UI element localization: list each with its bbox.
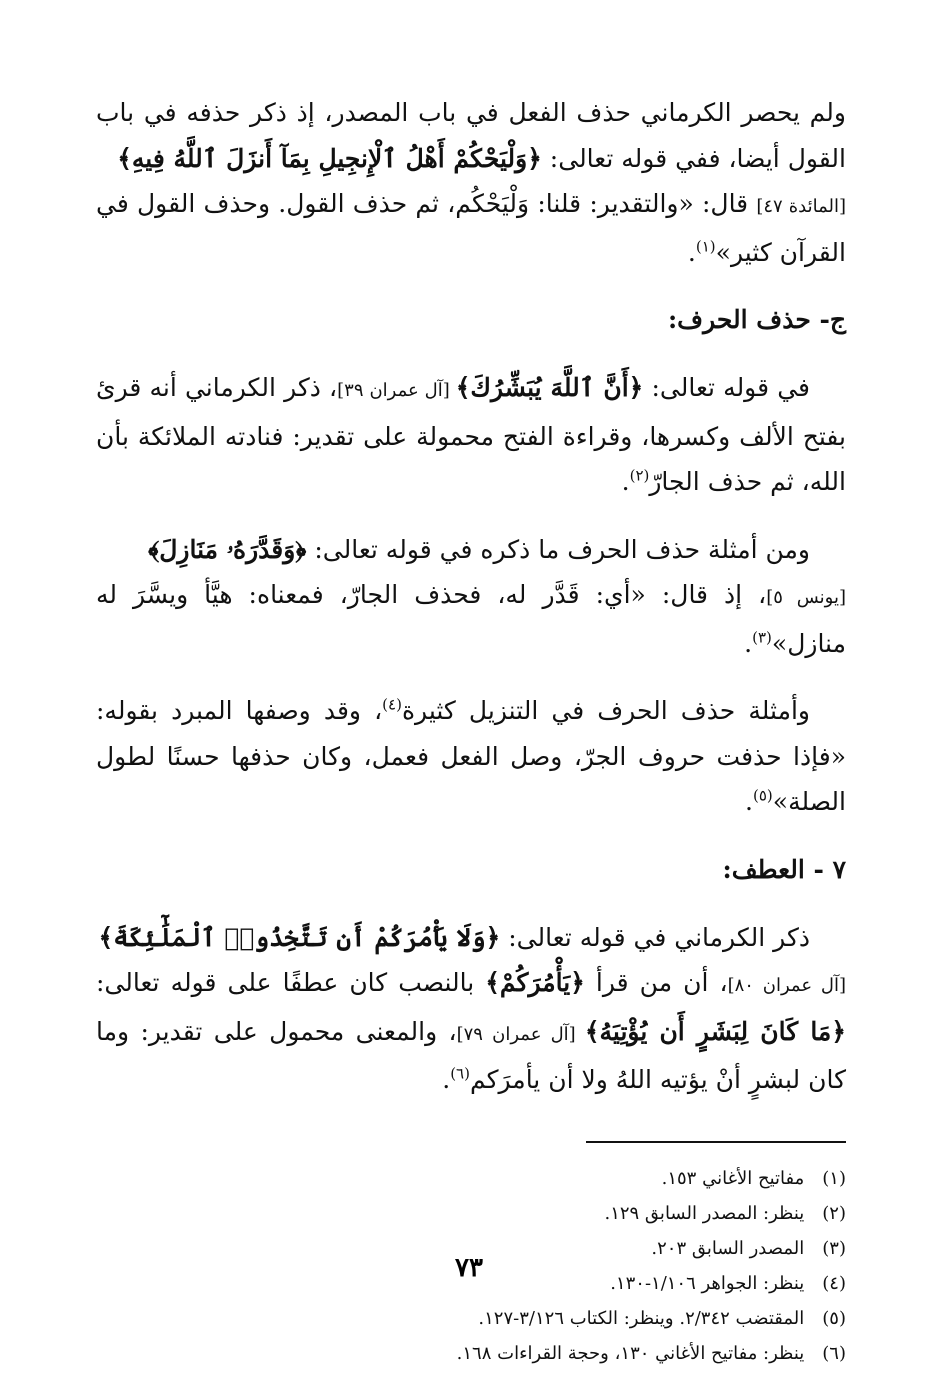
spacer	[96, 505, 846, 527]
footnote-number: (٦)	[822, 1342, 846, 1364]
paragraph-letter-omission	[96, 365, 846, 505]
footnote-number: (٥)	[822, 1307, 846, 1329]
paragraph-end: .	[442, 1065, 451, 1094]
paragraph-end: .	[744, 628, 753, 658]
footnote-number: (٤)	[822, 1272, 846, 1294]
footnote-number: (١)	[822, 1167, 846, 1189]
paragraph-text: ، ذكر الكرماني أنه قرئ بفتح الألف وكسرها، وقراءة الفتح محمولة على تقدير: فنادته الملائكة بأن الله، ثم حذف الجارّ	[96, 373, 846, 496]
footnote-marker[interactable]: (٤)	[382, 695, 402, 714]
paragraph-text: ومن أمثلة حذف الحرف ما ذكره في قوله تعالى:	[306, 534, 810, 564]
paragraph-conjunction	[96, 915, 846, 1103]
footnote-divider	[586, 1141, 846, 1143]
footnote-item	[96, 1161, 846, 1196]
spacer	[96, 893, 846, 915]
spacer	[96, 343, 846, 365]
paragraph-mubarrad	[96, 688, 846, 825]
quran-verse: ﴿مَا كَانَ لِبَشَرٍ أَن يُؤْتِيَهُ﴾	[584, 1016, 846, 1046]
footnote-item	[96, 1336, 846, 1371]
footnote-text: ينظر: المصدر السابق ١٢٩.	[604, 1202, 805, 1224]
page-number: ٧٣	[455, 1253, 483, 1283]
footnote-marker[interactable]: (٣)	[752, 628, 772, 647]
paragraph-text: ، وقد وصفها المبرد بقوله: «فإذا حذفت حروف الجرّ، وصل الفعل فعمل، وكان حذفها حسنًا لطول الصلة»	[96, 696, 846, 816]
verse-reference: [آل عمران ٨٠]	[727, 975, 846, 996]
paragraph-end: .	[687, 237, 696, 267]
footnote-item	[96, 1196, 846, 1231]
paragraph-text: ولم يحصر الكرماني حذف الفعل في باب المصدر، إذ ذكر حذفه في باب القول أيضا، ففي قوله تعالى:	[96, 98, 846, 173]
paragraph-text: ذكر الكرماني في قوله تعالى:	[500, 922, 810, 952]
paragraph-text: وأمثلة حذف الحرف في التنزيل كثيرة	[401, 696, 811, 725]
footnote-marker[interactable]: (٦)	[450, 1064, 470, 1083]
footnote-number: (٣)	[822, 1237, 846, 1259]
footnote-text: ينظر: مفاتيح الأغاني ١٣٠، وحجة القراءات ١٦٨.	[456, 1342, 805, 1364]
paragraph-text: بالنصب كان عطفًا على قوله تعالى:	[96, 968, 486, 997]
spacer	[96, 275, 846, 297]
quran-verse: ﴿وَقَدَّرَهُۥ مَنَازِلَ﴾	[148, 534, 307, 564]
paragraph-end: .	[621, 467, 630, 496]
section-heading: ٧ - العطف:	[722, 854, 846, 884]
quran-verse: ﴿وَلْيَحْكُمْ أَهْلُ ٱلْإِنجِيلِ بِمَآ أَنزَلَ ٱللَّهُ فِيهِ﴾	[117, 143, 542, 173]
paragraph-text: ، إذ قال: «أي: قَدَّر له، فحذف الجارّ، فمعناه: هيَّأ ويسَّرَ له منازل»	[96, 580, 846, 658]
footnote-marker[interactable]: (٢)	[629, 466, 650, 485]
paragraph-text: قال: «والتقدير: قلنا: وَلْيَحْكُم، ثم حذف القول. وحذف القول في القرآن كثير»	[96, 189, 846, 267]
book-page	[96, 90, 847, 1364]
footnote-item	[96, 1301, 846, 1336]
paragraph-text: ، أن من قرأ	[584, 968, 728, 997]
paragraph-end: .	[745, 787, 753, 816]
quran-verse: ﴿أَنَّ ٱللَّهَ يُبَشِّرُكَ﴾	[455, 373, 644, 402]
footnote-text: مفاتيح الأغاني ١٥٣.	[661, 1167, 805, 1189]
verse-reference: [المائدة ٤٧]	[756, 196, 847, 217]
footnote-text: المقتضب ٢/٣٤٢. وينظر: الكتاب ٣/١٢٦-١٢٧.	[478, 1307, 805, 1329]
spacer	[96, 825, 846, 847]
paragraph-text: في قوله تعالى:	[643, 373, 810, 402]
quran-verse: ﴿وَلَا يَأْمُرَكُمْ أَن تَتَّخِذُوا۟ ٱلْمَلَٰٓئِكَةَ﴾	[98, 922, 501, 952]
footnote-text: ينظر: الجواهر ١/١٠٦-١٣٠.	[610, 1272, 805, 1294]
paragraph-verb-omission	[96, 90, 846, 275]
footnote-marker[interactable]: (٥)	[753, 786, 773, 805]
quran-verse: ﴿يَأْمُرَكُمْ﴾	[485, 968, 585, 997]
paragraph-text: ، والمعنى محمول على تقدير: وما كان لبشرٍ أنْ يؤتيه اللهُ ولا أن يأمرَكم	[96, 1016, 846, 1094]
spacer	[96, 666, 846, 688]
verse-reference: [آل عمران ٣٩]	[337, 380, 456, 401]
section-heading: ج- حذف الحرف:	[667, 305, 846, 334]
verse-reference: [آل عمران ٧٩]	[456, 1023, 585, 1045]
footnote-number: (٢)	[822, 1202, 846, 1224]
verse-reference: [يونس ٥]	[766, 587, 846, 608]
footnote-marker[interactable]: (١)	[695, 237, 716, 256]
footnote-text: المصدر السابق ٢٠٣.	[651, 1237, 805, 1259]
paragraph-letter-examples	[96, 527, 846, 667]
